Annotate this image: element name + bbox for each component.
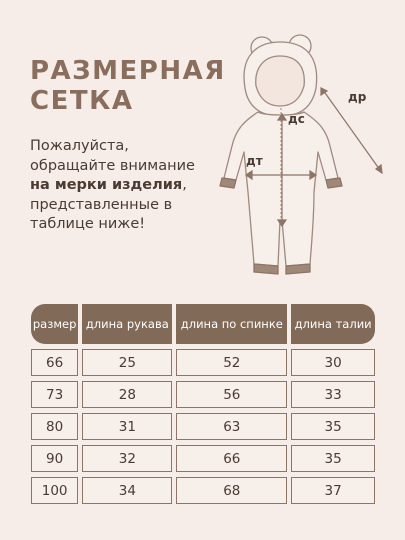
cell-back: 56: [176, 381, 287, 408]
cell-back: 66: [176, 445, 287, 472]
cell-size: 90: [31, 445, 78, 472]
cell-waist: 37: [291, 477, 375, 504]
table-row: [31, 445, 375, 472]
cell-size: 73: [31, 381, 78, 408]
cell-size: 66: [31, 349, 78, 376]
cell-back: 52: [176, 349, 287, 376]
cell-sleeve: 31: [82, 413, 172, 440]
cell-waist: 30: [291, 349, 375, 376]
cell-sleeve: 34: [82, 477, 172, 504]
table-header-row: [31, 304, 375, 344]
label-ds: дс: [288, 112, 305, 126]
cell-size: 100: [31, 477, 78, 504]
intro-text-after: , представленные в таблице ниже!: [30, 177, 187, 232]
label-dt: дт: [246, 154, 263, 168]
table-row: [31, 413, 375, 440]
title-line-2: СЕТКА: [30, 86, 134, 116]
cell-sleeve: 32: [82, 445, 172, 472]
intro-text-before: Пожалуйста, обращайте внимание: [30, 138, 195, 174]
intro-bold-text: на мерки изделия: [30, 177, 183, 193]
header-sleeve-length: длина рукава: [82, 304, 172, 344]
page-title: [30, 56, 226, 116]
table-row: [31, 477, 375, 504]
cell-sleeve: 28: [82, 381, 172, 408]
cell-back: 68: [176, 477, 287, 504]
label-dr: др: [348, 90, 367, 104]
size-table: [27, 299, 379, 509]
header-size: размер: [31, 304, 78, 344]
cell-back: 63: [176, 413, 287, 440]
cell-waist: 35: [291, 413, 375, 440]
table-row: [31, 381, 375, 408]
header-back-length: длина по спинке: [176, 304, 287, 344]
jumpsuit-illustration: [200, 28, 400, 290]
title-line-1: РАЗМЕРНАЯ: [30, 56, 226, 86]
cell-waist: 33: [291, 381, 375, 408]
jumpsuit-figure: [200, 28, 400, 290]
table-row: [31, 349, 375, 376]
header-waist-length: длина талии: [291, 304, 375, 344]
cell-size: 80: [31, 413, 78, 440]
cell-sleeve: 25: [82, 349, 172, 376]
intro-text: [30, 137, 215, 235]
cell-waist: 35: [291, 445, 375, 472]
